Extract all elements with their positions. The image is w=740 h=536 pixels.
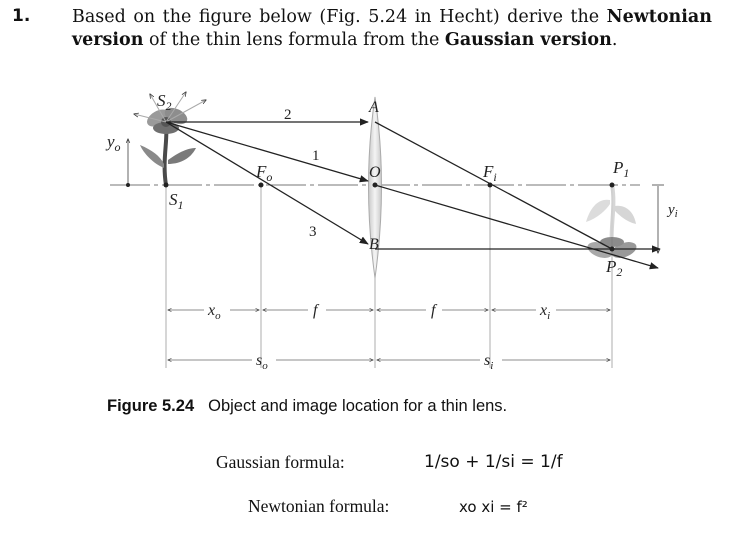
- label-s1: $S_1$: [169, 190, 184, 212]
- question-bold-newtonian: Newtonian version: [72, 7, 712, 50]
- ray2-outgoing: [375, 122, 612, 249]
- label-p1: $P_1$: [613, 158, 630, 180]
- point-s1: [164, 183, 169, 188]
- label-si: $s_i$: [484, 352, 494, 372]
- point-p1: [610, 183, 615, 188]
- label-xi: $x_i$: [540, 302, 551, 322]
- label-fo: $F_o$: [256, 162, 273, 184]
- question-part2: of the thin lens formula from the: [143, 30, 445, 50]
- point-o: [373, 183, 378, 188]
- label-f-left: f: [313, 302, 318, 319]
- newtonian-label: Newtonian formula:: [248, 496, 390, 516]
- label-so: $s_o$: [256, 352, 268, 372]
- figure-caption: [107, 397, 507, 416]
- label-s2: $S_2$: [157, 91, 172, 113]
- gaussian-label: Gaussian formula:: [216, 452, 345, 472]
- question-number: 1.: [12, 6, 31, 26]
- label-yo: $y_o$: [107, 132, 121, 154]
- label-ray-1: 1: [312, 148, 320, 164]
- label-b: B: [369, 236, 379, 253]
- label-fi: $F_i$: [483, 162, 497, 184]
- caption-text: Object and image location for a thin lens.: [208, 397, 508, 415]
- gaussian-formula: 1/so + 1/si = 1/f: [424, 452, 563, 472]
- label-yi: $y_i$: [668, 202, 678, 220]
- label-a: A: [369, 99, 379, 116]
- question-part3: .: [611, 30, 618, 50]
- point-p2: [610, 247, 615, 252]
- newtonian-formula: xo xi = f²: [459, 498, 528, 516]
- point-yo-base: [126, 183, 130, 187]
- caption-label: Figure 5.24: [107, 397, 195, 415]
- question-bold-gaussian: Gaussian version: [444, 30, 612, 50]
- rays: [166, 122, 660, 268]
- point-fo: [259, 183, 264, 188]
- label-o: O: [369, 164, 381, 181]
- point-fi: [488, 183, 493, 188]
- label-p2: $P_2$: [606, 257, 623, 279]
- label-xo: $x_o$: [208, 302, 221, 322]
- question-part1: Based on the figure below (Fig. 5.24 in Hecht) derive the: [72, 7, 607, 27]
- label-ray-3: 3: [309, 224, 317, 240]
- label-ray-2: 2: [284, 107, 292, 123]
- label-f-right: f: [431, 302, 436, 319]
